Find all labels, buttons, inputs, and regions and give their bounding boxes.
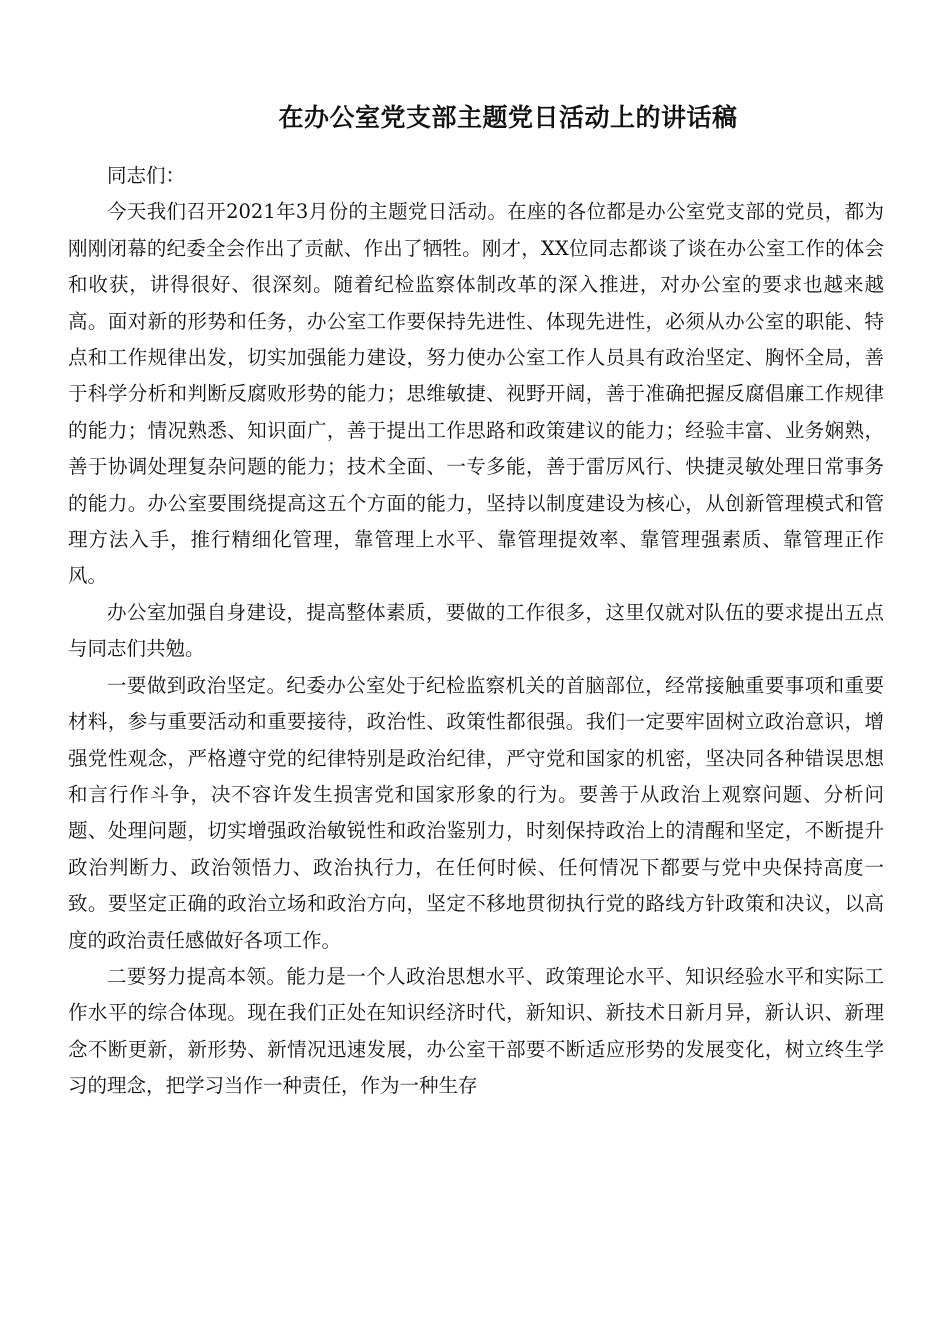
- paragraph-3: 一要做到政治坚定。纪委办公室处于纪检监察机关的首脑部位，经常接触重要事项和重要材料，参与重要活动和重要接待，政治性、政策性都很强。我们一定要牢固树立政治意识，增强党性观念，严格遵守党的纪律特别是政治纪律，严守党和国家的机密，坚决同各种错误思想和言行作斗争，决不容许发生损害党和国家形象的行为。要善于从政治上观察问题、分析问题、处理问题，切实增强政治敏锐性和政治鉴别力，时刻保持政治上的清醒和坚定，不断提升政治判断力、政治领悟力、政治执行力，在任何时候、任何情况下都要与党中央保持高度一致。要坚定正确的政治立场和政治方向，坚定不移地贯彻执行党的路线方针政策和决议，以高度的政治责任感做好各项工作。: [68, 673, 884, 952]
- paragraph-2: 办公室加强自身建设，提高整体素质，要做的工作很多，这里仅就对队伍的要求提出五点与同志们共勉。: [68, 600, 884, 661]
- paragraph-1: 今天我们召开2021年3月份的主题党日活动。在座的各位都是办公室党支部的党员，都为刚刚闭幕的纪委全会作出了贡献、作出了牺牲。刚才，XX位同志都谈了谈在办公室工作的体会和收获，讲得很好、很深刻。随着纪检监察体制改革的深入推进，对办公室的要求也越来越高。面对新的形势和任务，办公室工作要保持先进性、体现先进性，必须从办公室的职能、特点和工作规律出发，切实加强能力建设，努力使办公室工作人员具有政治坚定、胸怀全局，善于科学分析和判断反腐败形势的能力；思维敏捷、视野开阔，善于准确把握反腐倡廉工作规律的能力；情况熟悉、知识面广，善于提出工作思路和政策建议的能力；经验丰富、业务娴熟，善于协调处理复杂问题的能力；技术全面、一专多能，善于雷厉风行、快捷灵敏处理日常事务的能力。办公室要围绕提高这五个方面的能力，坚持以制度建设为核心，从创新管理模式和管理方法入手，推行精细化管理，靠管理上水平、靠管理提效率、靠管理强素质、靠管理正作风。: [68, 200, 884, 588]
- document-title: 在办公室党支部主题党日活动上的讲话稿: [278, 103, 738, 132]
- document-body: [68, 158, 884, 1105]
- paragraph-4: 二要努力提高本领。能力是一个人政治思想水平、政策理论水平、知识经验水平和实际工作水平的综合体现。现在我们正处在知识经济时代，新知识、新技术日新月异，新认识、新理念不断更新，新形势、新情况迅速发展，办公室干部要不断适应形势的发展变化，树立终生学习的理念，把学习当作一种责任，作为一种生存: [68, 964, 884, 1098]
- salutation: 同志们：: [107, 164, 186, 187]
